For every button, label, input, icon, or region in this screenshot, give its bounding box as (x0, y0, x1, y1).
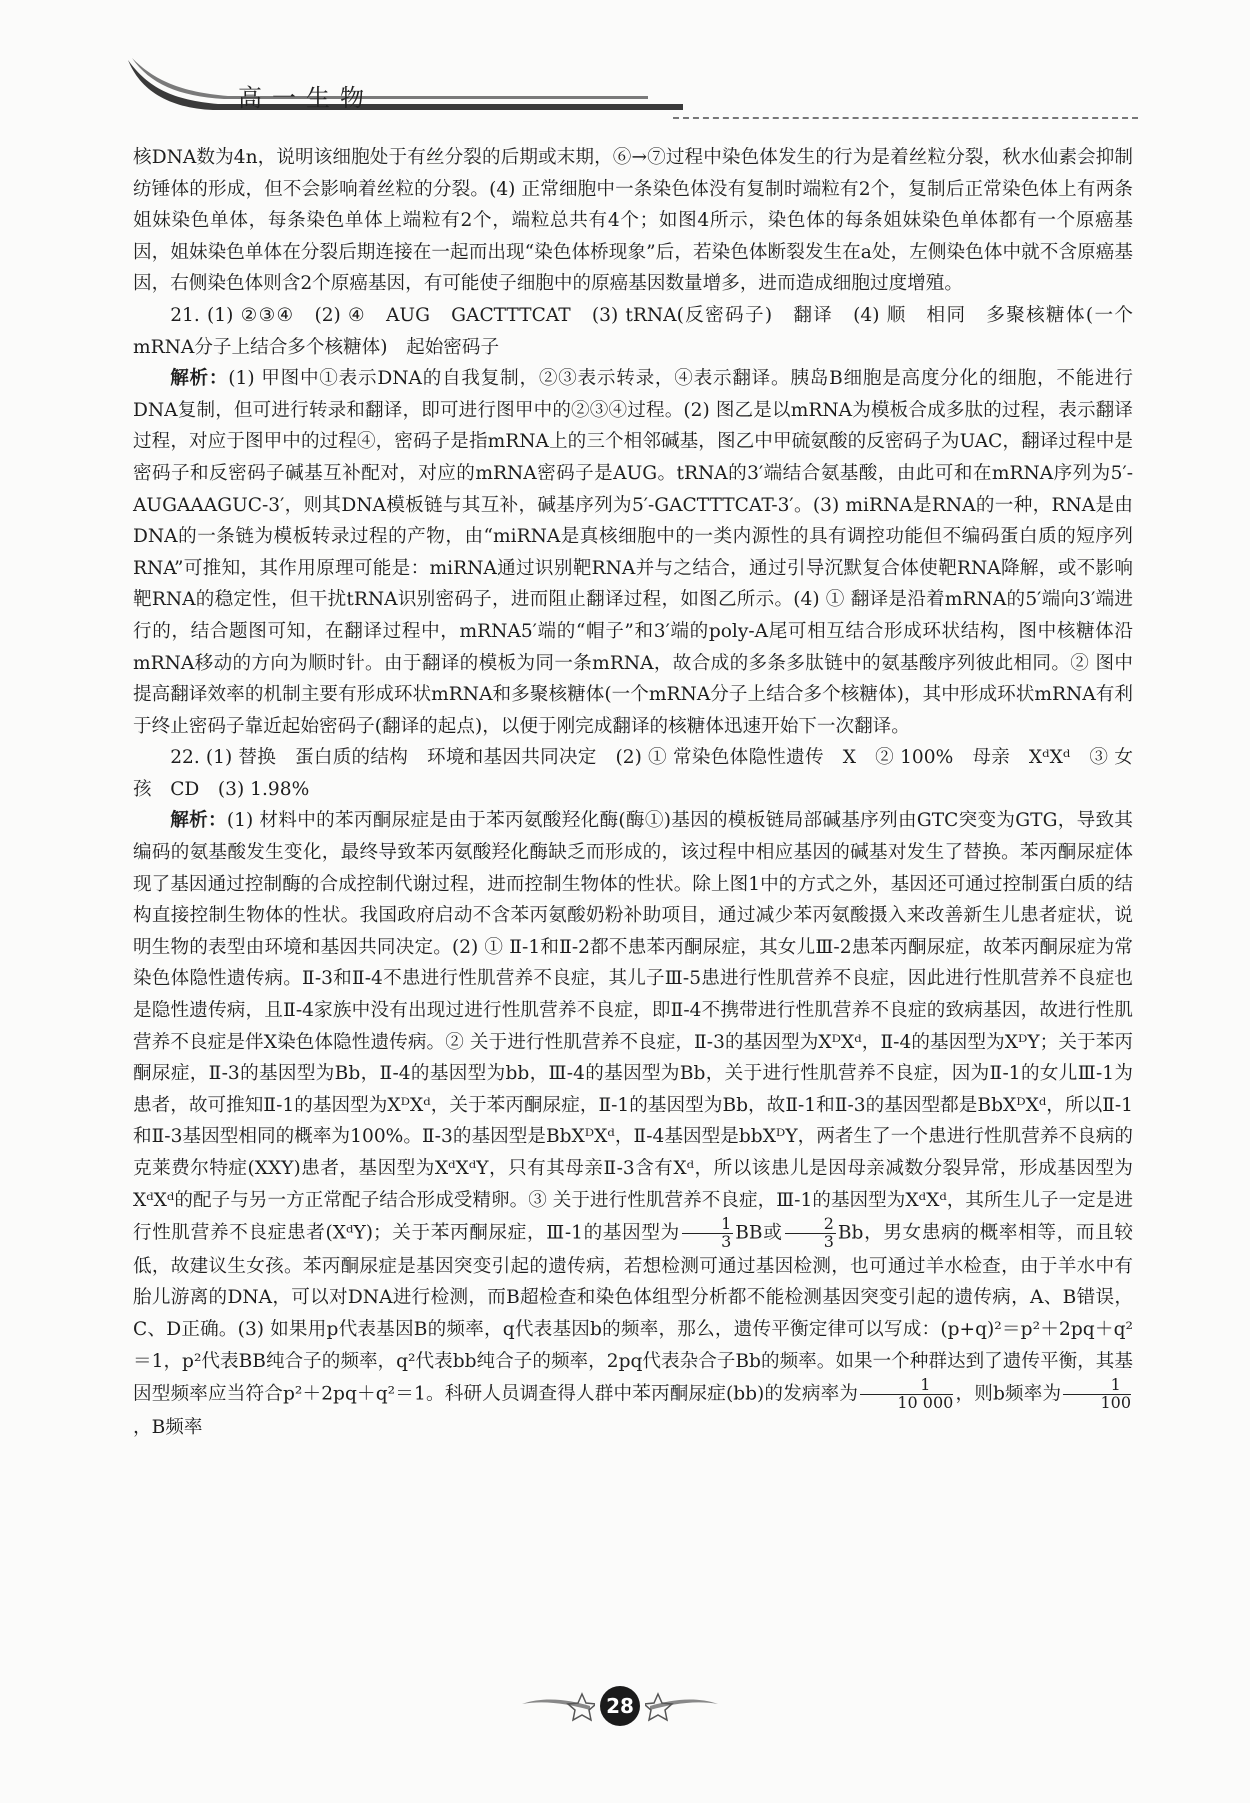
analysis-label: 解析： (170, 368, 229, 390)
fraction-one-ten-thousand: $\frac{1}{10 000}$ (860, 1377, 953, 1412)
paragraph-continuation: 核DNA数为4n，说明该细胞处于有丝分裂的后期或末期，⑥→⑦过程中染色体发生的行为是着丝粒分裂，秋水仙素会抑制纺锤体的形成，但不会影响着丝粒的分裂。(4) 正常细胞中一条染色体没有复制时端粒有2个，复制后正常染色体上有两条姐妹染色单体，每条染色单体上端粒有2个，端粒总共有4个；如图4所示，染色体的每条姐妹染色单体都有一个原癌基因，姐妹染色单体在分裂后期连接在一起而出现“染色体桥现象”后，若染色体断裂发生在a处，左侧染色体中就不含原癌基因，右侧染色体则含2个原癌基因，有可能使子细胞中的原癌基因数量增多，进而造成细胞过度增殖。 (133, 147, 1133, 295)
answer-21: 21. (1) ②③④ (2) ④ AUG GACTTTCAT (3) tRNA(反密码子) 翻译 (4) 顺 相同 多聚核糖体(一个mRNA分子上结合多个核糖体) 起始密码子 (133, 304, 1133, 358)
analysis-22-text: (1) 材料中的苯丙酮尿症是由于苯丙氨酸羟化酶(酶①)基因的模板链局部碱基序列由GTC突变为GTG，导致其编码的氨基酸发生变化，最终导致苯丙氨酸羟化酶缺乏而形成的，该过程中相应基因的碱基对发生了替换。苯丙酮尿症体现了基因通过控制酶的合成控制代谢过程，进而控制生物体的性状。除上图1中的方式之外，基因还可通过控制蛋白质的结构直接控制生物体的性状。我国政府启动不含苯丙氨酸奶粉补助项目，通过减少苯丙氨酸摄入来改善新生儿患者症状，说明生物的表型由环境和基因共同决定。(2) ① Ⅱ-1和Ⅱ-2都不患苯丙酮尿症，其女儿Ⅲ-2患苯丙酮尿症，故苯丙酮尿症为常染色体隐性遗传病。Ⅱ-3和Ⅱ-4不患进行性肌营养不良症，其儿子Ⅲ-5患进行性肌营养不良症，因此进行性肌营养不良症也是隐性遗传病，且Ⅱ-4家族中没有出现过进行性肌营养不良症，即Ⅱ-4不携带进行性肌营养不良症的致病基因，故进行性肌营养不良症是伴X染色体隐性遗传病。② 关于进行性肌营养不良症，Ⅱ-3的基因型为XᴰXᵈ，Ⅱ-4的基因型为XᴰY；关于苯丙酮尿症，Ⅱ-3的基因型为Bb，Ⅱ-4的基因型为bb，Ⅲ-4的基因型为Bb，关于进行性肌营养不良症，因为Ⅱ-1的女儿Ⅲ-1为患者，故可推知Ⅱ-1的基因型为XᴰXᵈ，关于苯丙酮尿症，Ⅱ-1的基因型为Bb，故Ⅱ-1和Ⅱ-3的基因型都是BbXᴰXᵈ，所以Ⅱ-1和Ⅱ-3基因型相同的概率为100%。Ⅱ-3的基因型是BbXᴰXᵈ，Ⅱ-4基因型是bbXᴰY，两者生了一个患进行性肌营养不良病的克莱费尔特症(XXY)患者，基因型为XᵈXᵈY，只有其母亲Ⅱ-3含有Xᵈ，所以该患儿是因母亲减数分裂异常，形成基因型为XᵈXᵈ的配子与另一方正常配子结合形成受精卵。③ 关于进行性肌营养不良症，Ⅲ-1的基因型为XᵈXᵈ，其所生儿子一定是进行性肌营养不良症患者(XᵈY)；关于苯丙酮尿症，Ⅲ-1的基因型为 (133, 810, 1133, 1244)
answer-22: 22. (1) 替换 蛋白质的结构 环境和基因共同决定 (2) ① 常染色体隐性遗传 X ② 100% 母亲 XᵈXᵈ ③ 女孩 CD (3) 1.98% (133, 747, 1133, 800)
page-header (128, 58, 1140, 128)
right-star-ornament-icon (645, 1682, 720, 1732)
page-content (133, 142, 1133, 1443)
left-star-ornament-icon (520, 1682, 595, 1732)
header-dashed-rule (673, 117, 1138, 119)
fraction-one-hundred: $\frac{1}{100}$ (1063, 1377, 1131, 1412)
analysis-21 (133, 363, 1133, 742)
analysis-21-text: (1) 甲图中①表示DNA的自我复制，②③表示转录，④表示翻译。胰岛B细胞是高度分化的细胞，不能进行DNA复制，但可进行转录和翻译，即可进行图甲中的②③④过程。(2) 图乙是以mRNA为模板合成多肽的过程，表示翻译过程，对应于图甲中的过程④，密码子是指mRNA上的三个相邻碱基，图乙中甲硫氨酸的反密码子为UAC，翻译过程中是密码子和反密码子碱基互补配对，对应的mRNA密码子是AUG。tRNA的3′端结合氨基酸，由此可和在mRNA序列为5′-AUGAAAGUC-3′，则其DNA模板链与其互补，碱基序列为5′-GACTTTCAT-3′。(3) miRNA是RNA的一种，RNA是由DNA的一条链为模板转录过程的产物，由“miRNA是真核细胞中的一类内源性的具有调控功能但不编码蛋白质的短序列RNA”可推知，其作用原理可能是：miRNA通过识别靶RNA并与之结合，通过引导沉默复合体使靶RNA降解，或不影响靶RNA的稳定性，但干扰tRNA识别密码子，进而阻止翻译过程，如图乙所示。(4) ① 翻译是沿着mRNA的5′端向3′端进行的，结合题图可知，在翻译过程中，mRNA5′端的“帽子”和3′端的poly-A尾可相互结合形成环状结构，图中核糖体沿mRNA移动的方向为顺时针。由于翻译的模板为同一条mRNA，故合成的多条多肽链中的氨基酸序列彼此相同。② 图中提高翻译效率的机制主要有形成环状mRNA和多聚核糖体(一个mRNA分子上结合多个核糖体)，其中形成环状mRNA有利于终止密码子靠近起始密码子(翻译的起点)，以便于刚完成翻译的核糖体迅速开始下一次翻译。 (133, 368, 1133, 737)
page-number: 28 (600, 1686, 640, 1726)
fraction-one-third: $\frac{1}{3}$ (682, 1216, 733, 1251)
analysis-label: 解析： (170, 810, 227, 832)
fraction-two-third: $\frac{2}{3}$ (785, 1216, 836, 1251)
page-footer (520, 1682, 720, 1742)
analysis-22: 解析：(1) 材料中的苯丙酮尿症是由于苯丙氨酸羟化酶(酶①)基因的模板链局部碱基序列由GTC突变为GTG，导致其编码的氨基酸发生变化，最终导致苯丙氨酸羟化酶缺乏而形成的，该过程中相应基因的碱基对发生了替换。苯丙酮尿症体现了基因通过控制酶的合成控制代谢过程，进而控制生物体的性状。除上图1中的方式之外，基因还可通过控制蛋白质的结构直接控制生物体的性状。我国政府启动不含苯丙氨酸奶粉补助项目，通过减少苯丙氨酸摄入来改善新生儿患者症状，说明生物的表型由环境和基因共同决定。(2) ① Ⅱ-1和Ⅱ-2都不患苯丙酮尿症，其女儿Ⅲ-2患苯丙酮尿症，故苯丙酮尿症为常染色体隐性遗传病。Ⅱ-3和Ⅱ-4不患进行性肌营养不良症，其儿子Ⅲ-5患进行性肌营养不良症，因此进行性肌营养不良症也是隐性遗传病，且Ⅱ-4家族中没有出现过进行性肌营养不良症，即Ⅱ-4不携带进行性肌营养不良症的致病基因，故进行性肌营养不良症是伴X染色体隐性遗传病。② 关于进行性肌营养不良症，Ⅱ-3的基因型为XᴰXᵈ，Ⅱ-4的基因型为XᴰY；关于苯丙酮尿症，Ⅱ-3的基因型为Bb，Ⅱ-4的基因型为bb，Ⅲ-4的基因型为Bb，关于进行性肌营养不良症，因为Ⅱ-1的女儿Ⅲ-1为患者，故可推知Ⅱ-1的基因型为XᴰXᵈ，关于苯丙酮尿症，Ⅱ-1的基因型为Bb，故Ⅱ-1和Ⅱ-3的基因型都是BbXᴰXᵈ，所以Ⅱ-1和Ⅱ-3基因型相同的概率为100%。Ⅱ-3的基因型是BbXᴰXᵈ，Ⅱ-4基因型是bbXᴰY，两者生了一个患进行性肌营养不良病的克莱费尔特症(XXY)患者，基因型为XᵈXᵈY，只有其母亲Ⅱ-3含有Xᵈ，所以该患儿是因母亲减数分裂异常，形成基因型为XᵈXᵈ的配子与另一方正常配子结合形成受精卵。③ 关于进行性肌营养不良症，Ⅲ-1的基因型为XᵈXᵈ，其所生儿子一定是进行性肌营养不良症患者(XᵈY)；关于苯丙酮尿症，Ⅲ-1的基因型为 $\frac{1}{3}$ BB或 $\frac{2}{3}$ Bb，男女患病的概率相等，而且较低，故建议生女孩。苯丙酮尿症是基因突变引起的遗传病，若想检测可通过基因检测，也可通过羊水检查，由于羊水中有胎儿游离的DNA，可以对DNA进行检测，而B超检查和染色体组型分析都不能检测基因突变引起的遗传病，A、B错误，C、D正确。(3) 如果用p代表基因B的频率，q代表基因b的频率，那么，遗传平衡定律可以写成：(p+q)²＝p²＋2pq＋q²＝1，p²代表BB纯合子的频率，q²代表bb纯合子的频率，2pq代表杂合子Bb的频率。如果一个种群达到了遗传平衡，其基因型频率应当符合p²＋2pq＋q²＝1。科研人员调查得人群中苯丙酮尿症(bb)的发病率为 $\frac{1}{10 000}$ ，则b频率为 $\frac{1}{100}$ ，B频率 (133, 810, 1133, 1438)
header-swoosh-decoration (128, 58, 688, 122)
header-title: 高一生物 (238, 84, 374, 112)
